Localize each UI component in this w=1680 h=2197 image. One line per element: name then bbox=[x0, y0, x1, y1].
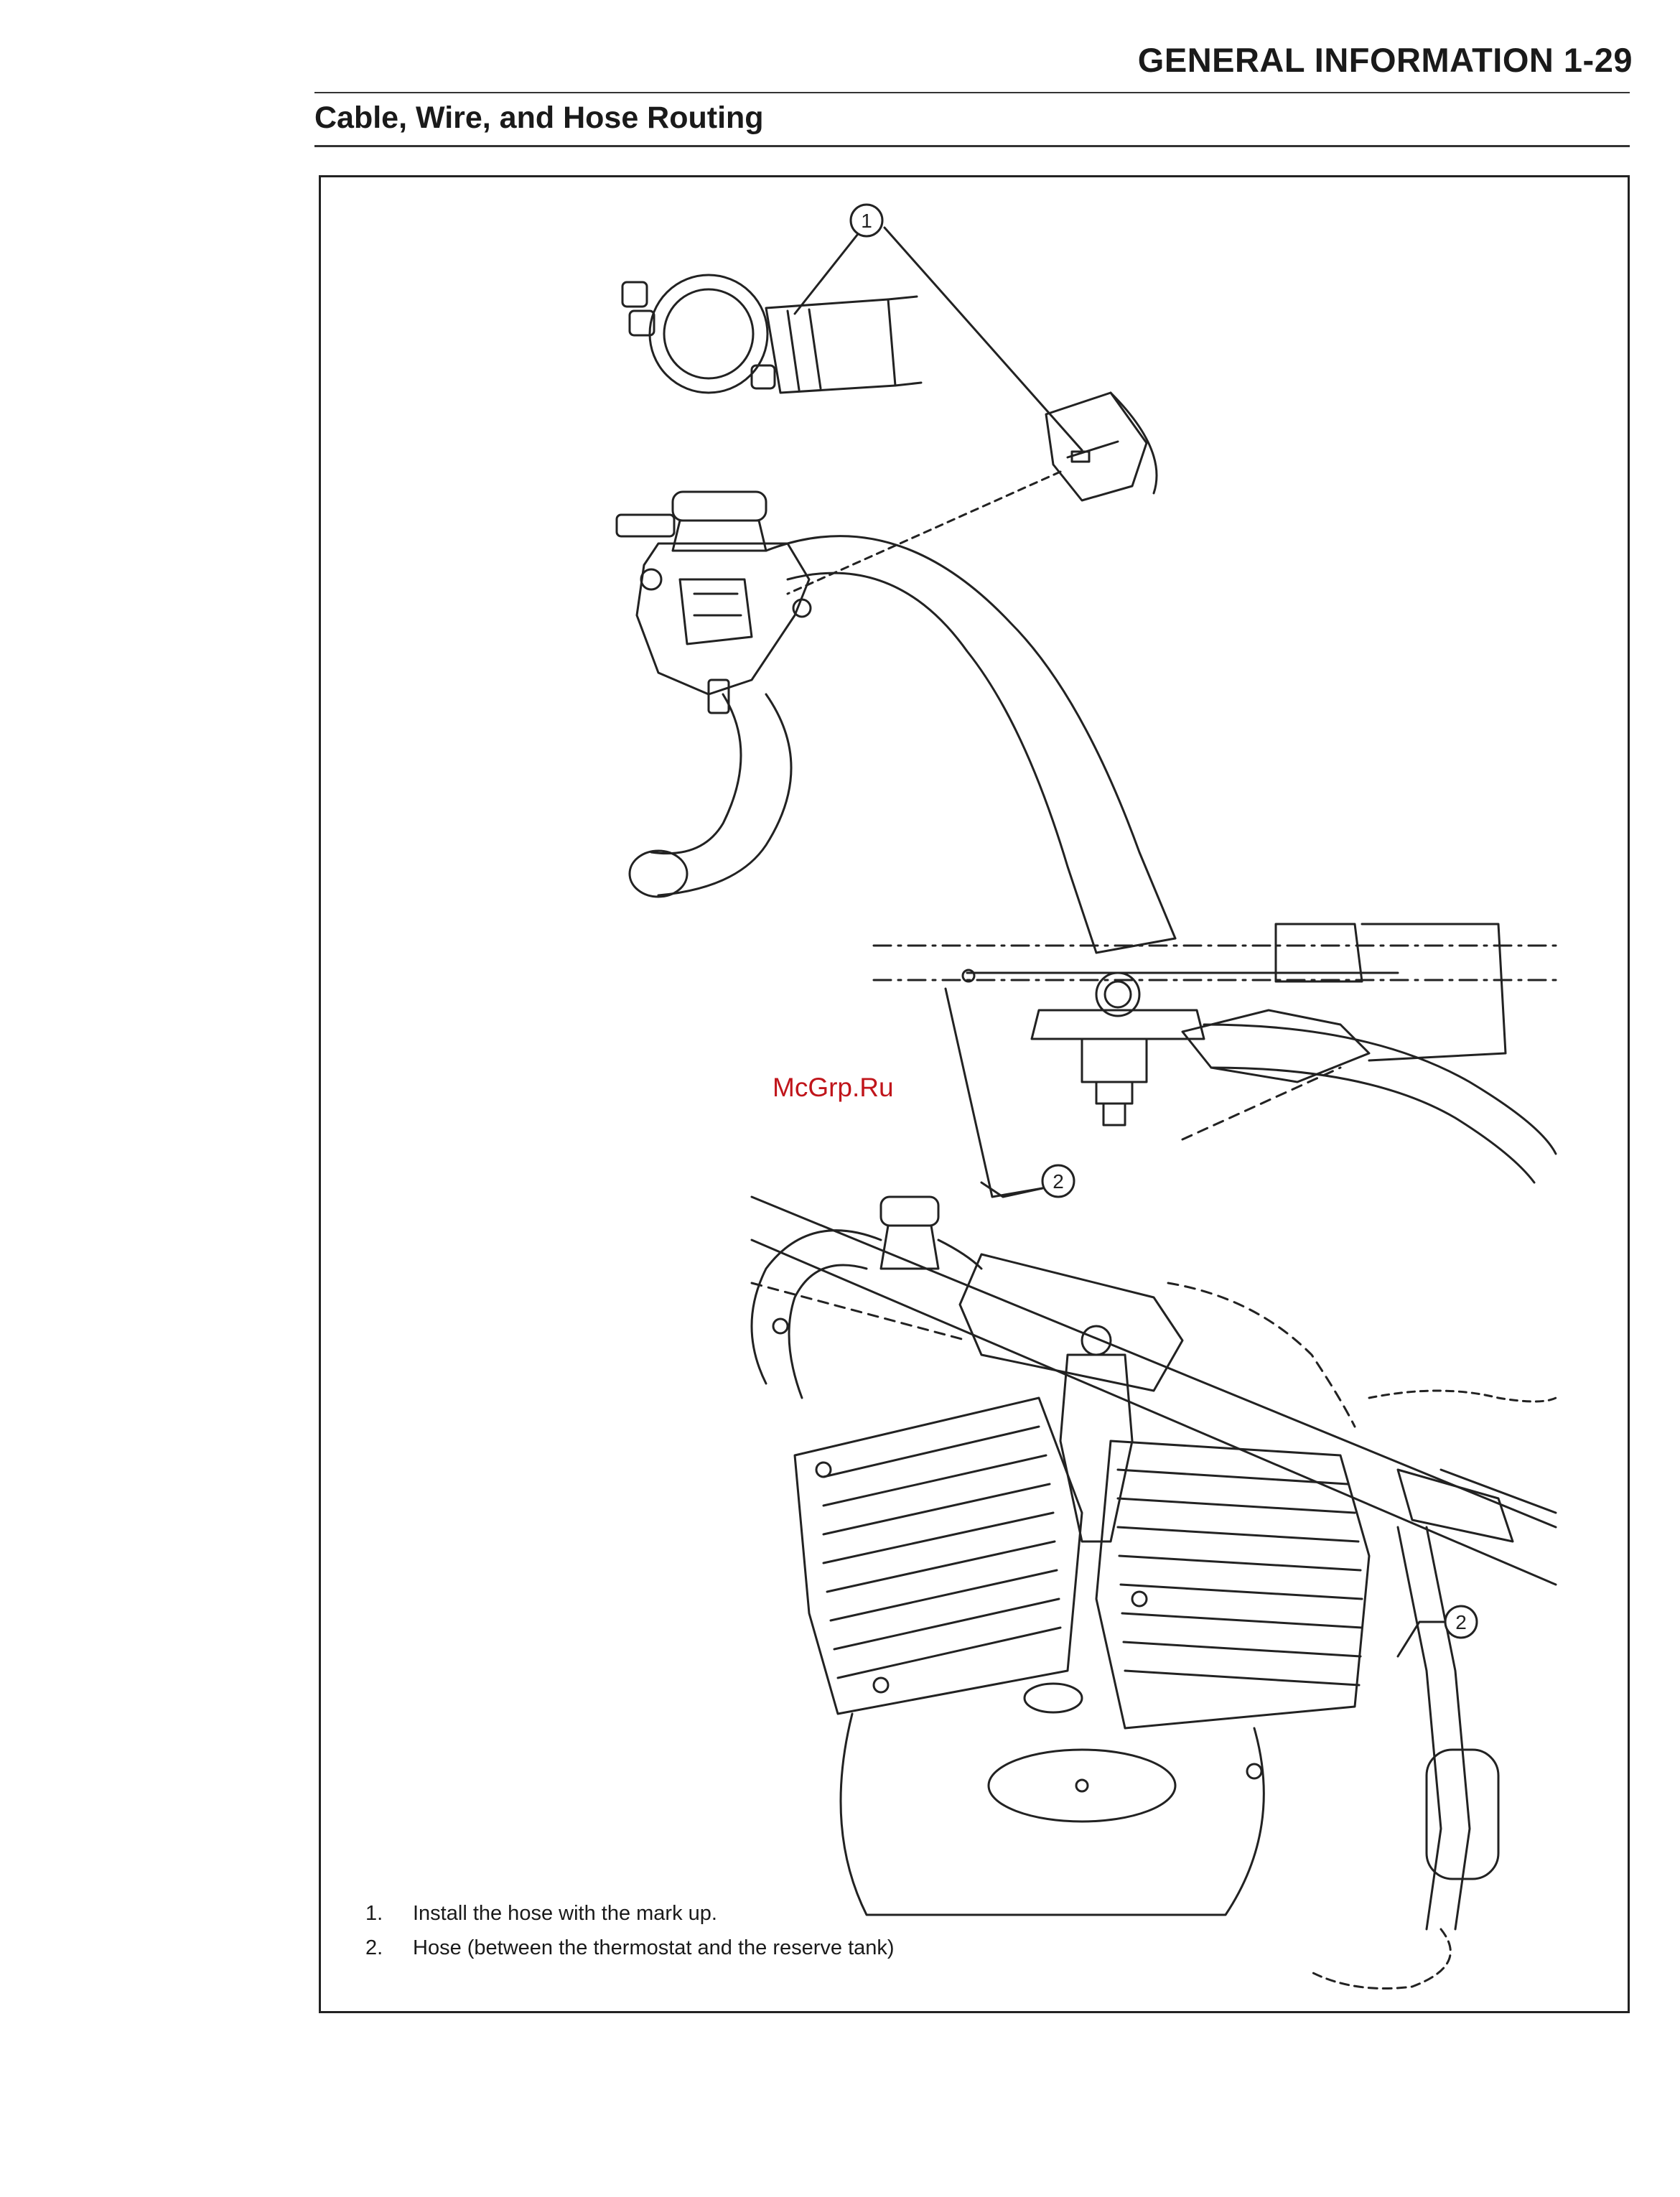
callout-1-number: 1 bbox=[861, 210, 872, 232]
hose-clamp-drawing bbox=[622, 275, 921, 393]
routing-illustration bbox=[321, 177, 1628, 2011]
section-title: Cable, Wire, and Hose Routing bbox=[314, 101, 764, 135]
caption-item bbox=[365, 1896, 895, 1931]
figure-frame bbox=[319, 175, 1630, 2013]
caption-item bbox=[365, 1931, 895, 1965]
page-header-title: GENERAL INFORMATION 1-29 bbox=[1137, 41, 1633, 79]
frame-bracket-drawing bbox=[874, 924, 1556, 1183]
caption-item-number: 1. bbox=[365, 1902, 383, 1925]
header-rule bbox=[314, 92, 1630, 93]
caption-item-number: 2. bbox=[365, 1936, 383, 1959]
caption-item-text: Hose (between the thermostat and the reserve tank) bbox=[413, 1936, 895, 1959]
callout-2 bbox=[1042, 1165, 1074, 1197]
engine-drawing bbox=[752, 1197, 1556, 1989]
thermostat-housing-drawing bbox=[617, 492, 1175, 953]
mark-dashed-line bbox=[788, 472, 1060, 594]
hose-mark-detail bbox=[1046, 393, 1157, 500]
callout-2-leader-b bbox=[981, 1183, 1042, 1197]
figure-caption bbox=[365, 1896, 895, 1965]
callout-1-leader-b bbox=[885, 228, 1082, 450]
callout-2-lower bbox=[1445, 1606, 1477, 1638]
section-rule bbox=[314, 145, 1630, 147]
callout-2-number: 2 bbox=[1053, 1170, 1064, 1193]
callout-1 bbox=[851, 205, 882, 236]
caption-item-text: Install the hose with the mark up. bbox=[413, 1902, 717, 1925]
callout-2-lower-number: 2 bbox=[1455, 1611, 1467, 1633]
watermark: McGrp.Ru bbox=[773, 1073, 894, 1102]
callout-2-leader-a bbox=[946, 989, 1042, 1197]
callout-2b-leader bbox=[1398, 1622, 1445, 1656]
